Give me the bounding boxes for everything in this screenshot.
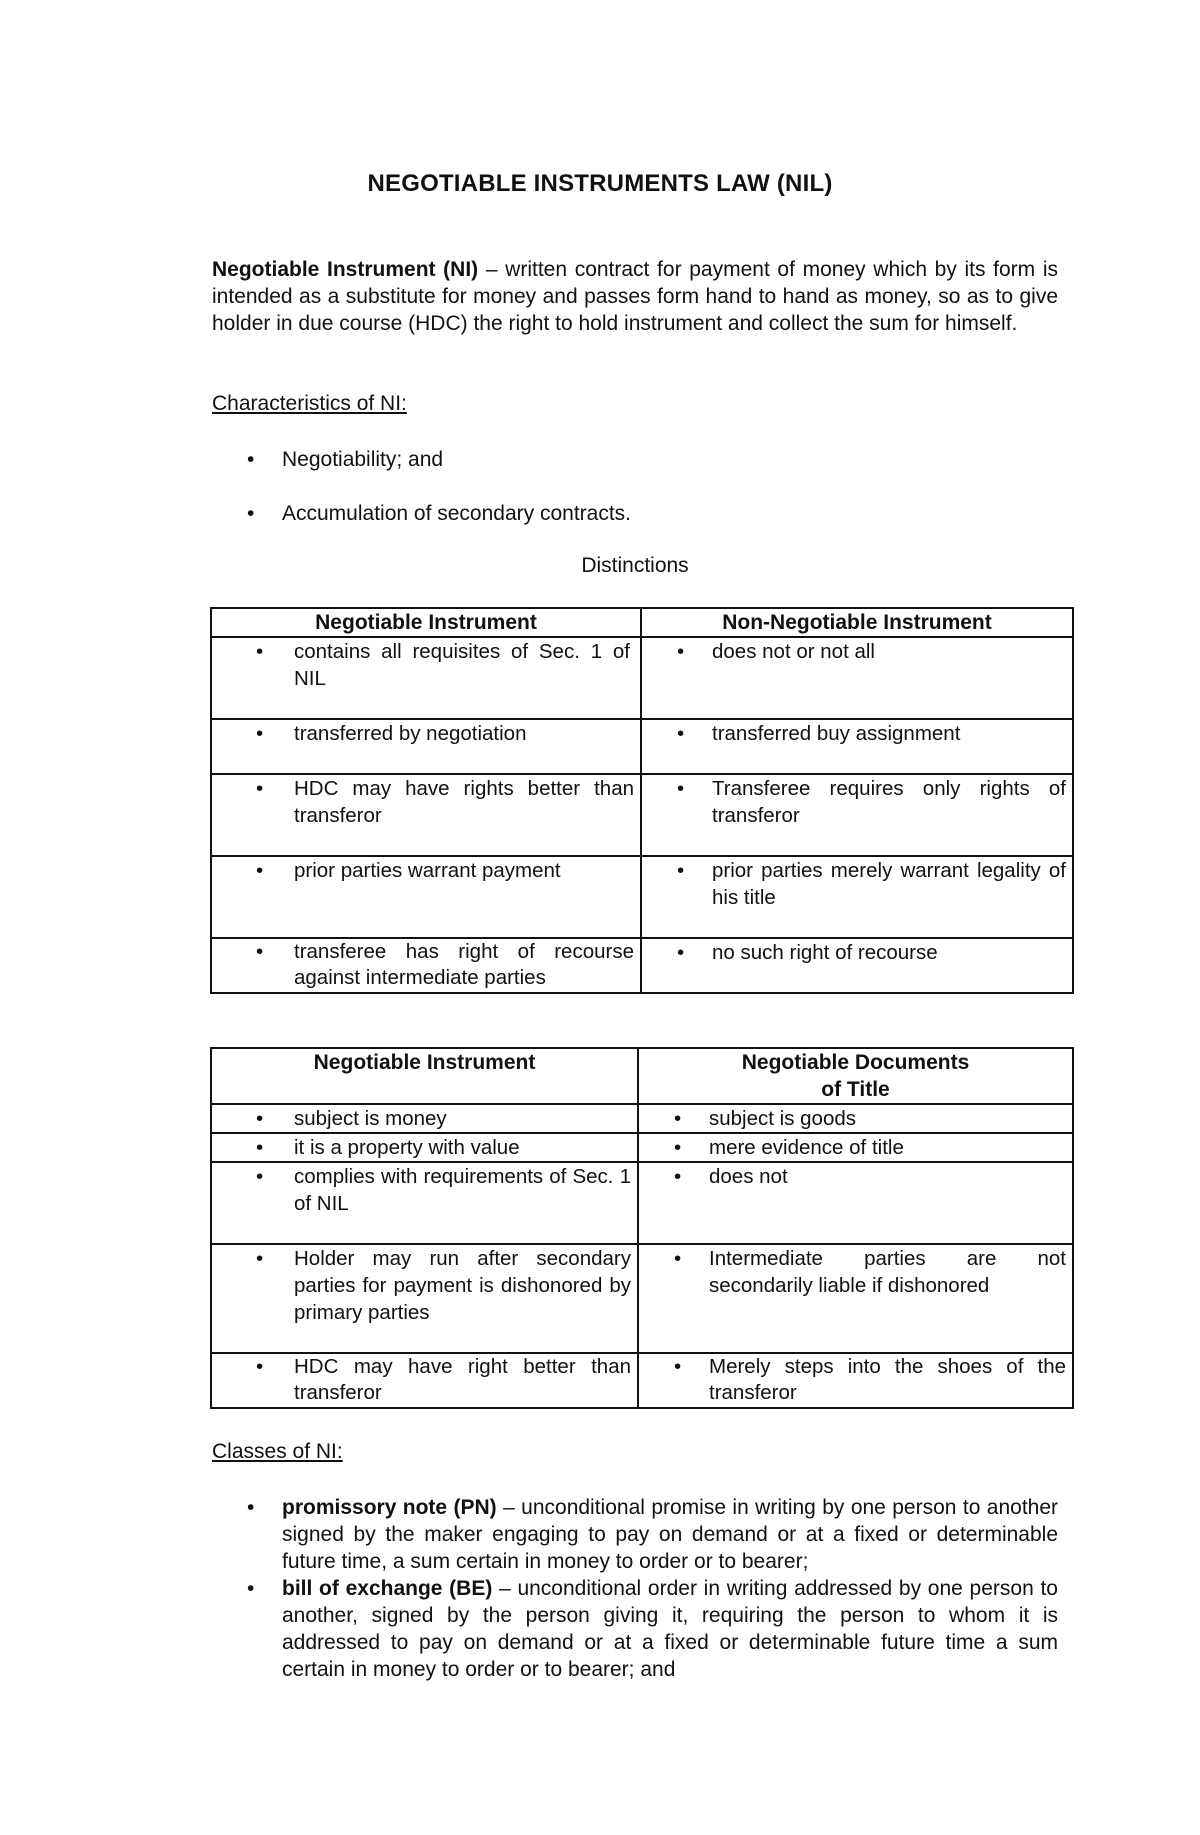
table-row: [211, 637, 1073, 719]
table-cell: mere evidence of title: [709, 1136, 904, 1159]
characteristic-text: Negotiability; and: [282, 448, 444, 471]
characteristics-heading: Characteristics of NI:: [212, 392, 407, 415]
distinctions-label: Distinctions: [581, 554, 689, 577]
table-cell: transferee has right of recourse against intermediate parties: [294, 940, 634, 989]
list-item: [212, 1494, 1058, 1575]
bullet-icon: •: [677, 640, 685, 663]
bullet-icon: •: [677, 777, 685, 800]
table-cell: complies with requirements of Sec. 1 of NIL: [294, 1165, 631, 1215]
bullet-icon: •: [256, 722, 264, 745]
table-cell: transferred by negotiation: [294, 722, 527, 745]
table-cell: Holder may run after secondary parties for payment is dishonored by primary parties: [294, 1247, 631, 1324]
bullet-icon: •: [256, 1136, 264, 1159]
table-cell: prior parties merely warrant legality of his title: [712, 859, 1066, 909]
definition-text: – written contract for payment of money which by its form is intended as a substitute for money and passes form hand to hand as money, so as to give holder in due course (HDC) the right to hold instrument and collect the sum for himself.: [212, 258, 1058, 335]
bullet-icon: •: [674, 1136, 682, 1159]
table-cell: HDC may have rights better than transferor: [294, 777, 634, 827]
table-cell: subject is goods: [709, 1107, 857, 1130]
table-header: Negotiable Instrument: [211, 608, 641, 637]
bullet-icon: •: [256, 940, 264, 963]
bullet-icon: •: [247, 1496, 255, 1519]
table-cell: prior parties warrant payment: [294, 859, 561, 882]
bullet-icon: •: [256, 1107, 264, 1130]
table-cell: contains all requisites of Sec. 1 of NIL: [294, 640, 630, 690]
bullet-icon: •: [247, 448, 255, 471]
table-cell: Intermediate parties are not secondarily liable if dishonored: [709, 1247, 1066, 1297]
classes-list: [212, 1494, 1058, 1683]
table-row: [211, 1133, 1073, 1162]
bullet-icon: •: [256, 1165, 264, 1188]
table-cell: HDC may have right better than transferor: [294, 1355, 631, 1404]
characteristic-text: Accumulation of secondary contracts.: [282, 502, 632, 525]
class-term: promissory note (PN): [282, 1496, 497, 1519]
table-row: [211, 1244, 1073, 1353]
distinction-table-ni-vs-non-negotiable: [210, 607, 1074, 994]
table-cell: it is a property with value: [294, 1136, 520, 1159]
bullet-icon: •: [674, 1165, 682, 1188]
table-cell: does not or not all: [712, 640, 875, 663]
table-row: [211, 1162, 1073, 1244]
table-row: [211, 774, 1073, 856]
bullet-icon: •: [677, 722, 685, 745]
table-cell: transferred buy assignment: [712, 722, 961, 745]
bullet-icon: •: [256, 640, 264, 663]
table-cell: Merely steps into the shoes of the transferor: [709, 1355, 1066, 1404]
definition-paragraph: [212, 256, 1058, 337]
table-row: [211, 856, 1073, 938]
table-header: Non-Negotiable Instrument: [641, 608, 1073, 637]
bullet-icon: •: [674, 1107, 682, 1130]
bullet-icon: •: [674, 1355, 682, 1378]
class-term: bill of exchange (BE): [282, 1577, 493, 1600]
class-text: – unconditional promise in writing by one person to another signed by the maker engaging to pay on demand or at a fixed or determinable future time, a sum certain in money to order or to bearer;: [282, 1496, 1059, 1573]
bullet-icon: •: [256, 1247, 264, 1270]
table-row: [211, 1353, 1073, 1408]
bullet-icon: •: [677, 859, 685, 882]
table-cell: subject is money: [294, 1107, 447, 1130]
table-header: Negotiable Instrument: [211, 1048, 638, 1104]
bullet-icon: •: [247, 502, 255, 525]
table-cell: Transferee requires only rights of transferor: [712, 777, 1066, 827]
table-header: [638, 1048, 1073, 1104]
table-row: [211, 938, 1073, 993]
table-header-text: Negotiable Documents of Title: [741, 1051, 970, 1101]
table-row: [211, 719, 1073, 774]
bullet-icon: •: [256, 859, 264, 882]
distinction-table-ni-vs-documents-of-title: [210, 1047, 1074, 1409]
list-item: [212, 1575, 1058, 1683]
bullet-icon: •: [677, 941, 685, 964]
bullet-icon: •: [674, 1247, 682, 1270]
definition-term: Negotiable Instrument (NI): [212, 258, 479, 281]
bullet-icon: •: [256, 777, 264, 800]
classes-heading: Classes of NI:: [212, 1440, 343, 1463]
bullet-icon: •: [256, 1355, 264, 1378]
table-cell: does not: [709, 1165, 788, 1188]
page-title: NEGOTIABLE INSTRUMENTS LAW (NIL): [367, 170, 833, 197]
class-text: – unconditional order in writing addressed by one person to another, signed by the person giving it, requiring the person to whom it is addressed to pay on demand or at a fixed or determinable future time a sum certain in money to order or to bearer; and: [282, 1577, 1058, 1681]
table-row: [211, 1104, 1073, 1133]
bullet-icon: •: [247, 1577, 255, 1600]
table-cell: no such right of recourse: [712, 941, 938, 964]
